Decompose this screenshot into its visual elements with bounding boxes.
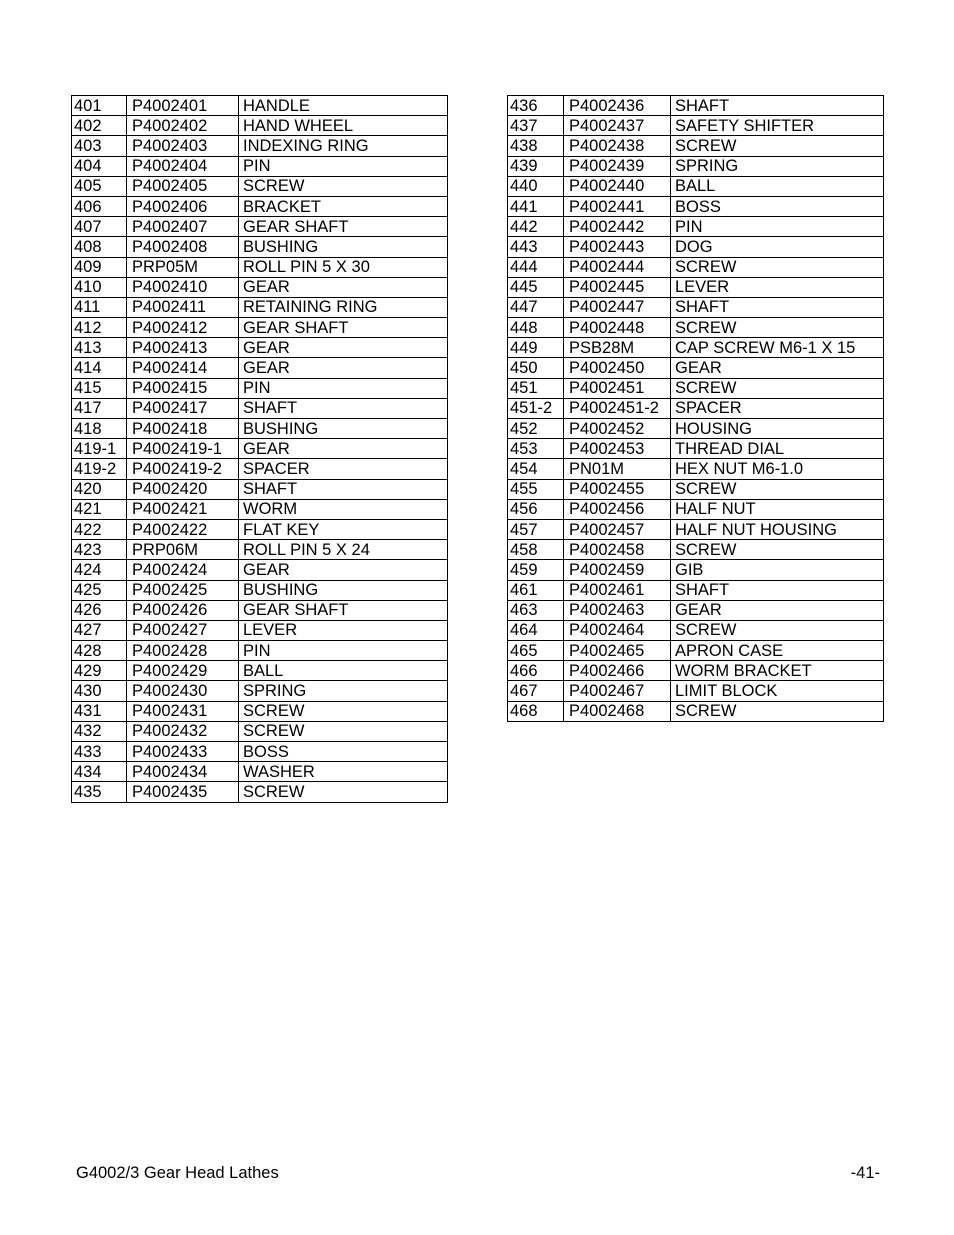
- ref-number-cell: 452: [508, 419, 564, 439]
- part-number-cell: P4002455: [564, 479, 671, 499]
- ref-number-cell: 445: [508, 277, 564, 297]
- description-cell: HALF NUT HOUSING: [671, 519, 884, 539]
- table-row: [508, 277, 884, 297]
- ref-number-cell: 405: [72, 176, 127, 196]
- ref-number-cell: 411: [72, 297, 127, 317]
- part-number-cell: PRP05M: [127, 257, 239, 277]
- table-row: [72, 96, 448, 116]
- part-number-cell: P4002413: [127, 338, 239, 358]
- part-number-cell: P4002431: [127, 701, 239, 721]
- table-row: [508, 378, 884, 398]
- description-cell: LEVER: [671, 277, 884, 297]
- ref-number-cell: 443: [508, 237, 564, 257]
- part-number-cell: P4002435: [127, 782, 239, 802]
- part-number-cell: P4002459: [564, 560, 671, 580]
- table-row: [72, 580, 448, 600]
- ref-number-cell: 451-2: [508, 398, 564, 418]
- description-cell: GEAR: [671, 600, 884, 620]
- part-number-cell: P4002406: [127, 196, 239, 216]
- description-cell: BOSS: [239, 742, 448, 762]
- description-cell: SCREW: [671, 620, 884, 640]
- table-row: [72, 398, 448, 418]
- part-number-cell: P4002427: [127, 620, 239, 640]
- table-row: [508, 398, 884, 418]
- table-row: [508, 96, 884, 116]
- part-number-cell: P4002442: [564, 217, 671, 237]
- table-row: [72, 620, 448, 640]
- table-row: [508, 156, 884, 176]
- part-number-cell: P4002463: [564, 600, 671, 620]
- description-cell: HANDLE: [239, 96, 448, 116]
- description-cell: SCREW: [671, 257, 884, 277]
- table-row: [72, 176, 448, 196]
- description-cell: BRACKET: [239, 196, 448, 216]
- table-row: [508, 641, 884, 661]
- part-number-cell: PN01M: [564, 459, 671, 479]
- ref-number-cell: 402: [72, 116, 127, 136]
- part-number-cell: P4002439: [564, 156, 671, 176]
- part-number-cell: P4002403: [127, 136, 239, 156]
- ref-number-cell: 430: [72, 681, 127, 701]
- table-row: [508, 257, 884, 277]
- table-row: [72, 701, 448, 721]
- description-cell: FLAT KEY: [239, 519, 448, 539]
- table-row: [508, 439, 884, 459]
- part-number-cell: P4002451-2: [564, 398, 671, 418]
- part-number-cell: P4002429: [127, 661, 239, 681]
- table-row: [508, 540, 884, 560]
- table-row: [72, 600, 448, 620]
- description-cell: PIN: [239, 156, 448, 176]
- ref-number-cell: 404: [72, 156, 127, 176]
- table-row: [508, 196, 884, 216]
- table-row: [508, 519, 884, 539]
- part-number-cell: P4002458: [564, 540, 671, 560]
- ref-number-cell: 437: [508, 116, 564, 136]
- description-cell: LIMIT BLOCK: [671, 681, 884, 701]
- part-number-cell: P4002465: [564, 641, 671, 661]
- ref-number-cell: 447: [508, 297, 564, 317]
- ref-number-cell: 432: [72, 721, 127, 741]
- ref-number-cell: 421: [72, 499, 127, 519]
- part-number-cell: P4002412: [127, 318, 239, 338]
- table-row: [508, 499, 884, 519]
- table-row: [72, 742, 448, 762]
- part-number-cell: P4002448: [564, 318, 671, 338]
- description-cell: SCREW: [671, 701, 884, 721]
- part-number-cell: P4002417: [127, 398, 239, 418]
- description-cell: GEAR: [239, 338, 448, 358]
- description-cell: PIN: [671, 217, 884, 237]
- table-row: [72, 338, 448, 358]
- ref-number-cell: 427: [72, 620, 127, 640]
- description-cell: GEAR: [239, 560, 448, 580]
- ref-number-cell: 468: [508, 701, 564, 721]
- ref-number-cell: 438: [508, 136, 564, 156]
- table-row: [508, 419, 884, 439]
- table-row: [72, 762, 448, 782]
- description-cell: SCREW: [671, 136, 884, 156]
- description-cell: GEAR: [239, 439, 448, 459]
- table-row: [72, 419, 448, 439]
- ref-number-cell: 459: [508, 560, 564, 580]
- description-cell: HAND WHEEL: [239, 116, 448, 136]
- part-number-cell: P4002450: [564, 358, 671, 378]
- description-cell: THREAD DIAL: [671, 439, 884, 459]
- table-row: [72, 459, 448, 479]
- description-cell: SHAFT: [671, 96, 884, 116]
- part-number-cell: P4002467: [564, 681, 671, 701]
- description-cell: BUSHING: [239, 580, 448, 600]
- description-cell: WORM: [239, 499, 448, 519]
- ref-number-cell: 463: [508, 600, 564, 620]
- table-row: [72, 196, 448, 216]
- description-cell: SPRING: [239, 681, 448, 701]
- ref-number-cell: 431: [72, 701, 127, 721]
- description-cell: HOUSING: [671, 419, 884, 439]
- description-cell: WASHER: [239, 762, 448, 782]
- description-cell: SPACER: [239, 459, 448, 479]
- part-number-cell: P4002425: [127, 580, 239, 600]
- description-cell: ROLL PIN 5 X 30: [239, 257, 448, 277]
- table-row: [72, 318, 448, 338]
- description-cell: GEAR: [239, 358, 448, 378]
- part-number-cell: P4002453: [564, 439, 671, 459]
- table-row: [72, 540, 448, 560]
- table-row: [508, 338, 884, 358]
- part-number-cell: P4002432: [127, 721, 239, 741]
- table-row: [508, 661, 884, 681]
- part-number-cell: P4002401: [127, 96, 239, 116]
- part-number-cell: P4002436: [564, 96, 671, 116]
- part-number-cell: P4002407: [127, 217, 239, 237]
- ref-number-cell: 412: [72, 318, 127, 338]
- table-row: [508, 580, 884, 600]
- ref-number-cell: 419-2: [72, 459, 127, 479]
- footer-document-title: G4002/3 Gear Head Lathes: [76, 1164, 279, 1182]
- table-row: [72, 378, 448, 398]
- table-row: [508, 237, 884, 257]
- table-row: [508, 681, 884, 701]
- table-row: [508, 297, 884, 317]
- table-row: [508, 358, 884, 378]
- table-row: [72, 257, 448, 277]
- table-row: [72, 358, 448, 378]
- ref-number-cell: 410: [72, 277, 127, 297]
- description-cell: SCREW: [671, 540, 884, 560]
- description-cell: BOSS: [671, 196, 884, 216]
- ref-number-cell: 422: [72, 519, 127, 539]
- part-number-cell: P4002405: [127, 176, 239, 196]
- part-number-cell: P4002468: [564, 701, 671, 721]
- ref-number-cell: 408: [72, 237, 127, 257]
- table-row: [508, 318, 884, 338]
- part-number-cell: P4002438: [564, 136, 671, 156]
- ref-number-cell: 458: [508, 540, 564, 560]
- part-number-cell: P4002408: [127, 237, 239, 257]
- part-number-cell: P4002430: [127, 681, 239, 701]
- table-row: [72, 721, 448, 741]
- description-cell: APRON CASE: [671, 641, 884, 661]
- ref-number-cell: 418: [72, 419, 127, 439]
- part-number-cell: P4002410: [127, 277, 239, 297]
- description-cell: RETAINING RING: [239, 297, 448, 317]
- table-row: [508, 560, 884, 580]
- ref-number-cell: 465: [508, 641, 564, 661]
- description-cell: SCREW: [239, 721, 448, 741]
- description-cell: SAFETY SHIFTER: [671, 116, 884, 136]
- table-row: [72, 499, 448, 519]
- part-number-cell: P4002418: [127, 419, 239, 439]
- ref-number-cell: 429: [72, 661, 127, 681]
- part-number-cell: P4002437: [564, 116, 671, 136]
- table-row: [72, 277, 448, 297]
- ref-number-cell: 433: [72, 742, 127, 762]
- part-number-cell: P4002440: [564, 176, 671, 196]
- description-cell: GEAR: [671, 358, 884, 378]
- table-row: [72, 681, 448, 701]
- ref-number-cell: 439: [508, 156, 564, 176]
- part-number-cell: P4002451: [564, 378, 671, 398]
- description-cell: PIN: [239, 378, 448, 398]
- part-number-cell: P4002402: [127, 116, 239, 136]
- ref-number-cell: 425: [72, 580, 127, 600]
- ref-number-cell: 413: [72, 338, 127, 358]
- description-cell: GEAR SHAFT: [239, 600, 448, 620]
- ref-number-cell: 417: [72, 398, 127, 418]
- ref-number-cell: 450: [508, 358, 564, 378]
- description-cell: HALF NUT: [671, 499, 884, 519]
- table-row: [72, 782, 448, 802]
- parts-table-right: [507, 95, 884, 722]
- description-cell: GEAR SHAFT: [239, 217, 448, 237]
- description-cell: CAP SCREW M6-1 X 15: [671, 338, 884, 358]
- part-number-cell: P4002419-1: [127, 439, 239, 459]
- ref-number-cell: 440: [508, 176, 564, 196]
- ref-number-cell: 419-1: [72, 439, 127, 459]
- parts-table-left: [71, 95, 448, 803]
- description-cell: WORM BRACKET: [671, 661, 884, 681]
- part-number-cell: PRP06M: [127, 540, 239, 560]
- table-row: [72, 297, 448, 317]
- part-number-cell: P4002447: [564, 297, 671, 317]
- ref-number-cell: 464: [508, 620, 564, 640]
- ref-number-cell: 435: [72, 782, 127, 802]
- ref-number-cell: 415: [72, 378, 127, 398]
- description-cell: SHAFT: [239, 479, 448, 499]
- description-cell: INDEXING RING: [239, 136, 448, 156]
- part-number-cell: P4002444: [564, 257, 671, 277]
- description-cell: GEAR: [239, 277, 448, 297]
- table-row: [72, 156, 448, 176]
- ref-number-cell: 420: [72, 479, 127, 499]
- description-cell: DOG: [671, 237, 884, 257]
- ref-number-cell: 409: [72, 257, 127, 277]
- description-cell: SCREW: [671, 318, 884, 338]
- table-row: [72, 519, 448, 539]
- table-row: [508, 701, 884, 721]
- ref-number-cell: 453: [508, 439, 564, 459]
- ref-number-cell: 426: [72, 600, 127, 620]
- part-number-cell: P4002420: [127, 479, 239, 499]
- ref-number-cell: 451: [508, 378, 564, 398]
- part-number-cell: P4002464: [564, 620, 671, 640]
- ref-number-cell: 441: [508, 196, 564, 216]
- part-number-cell: P4002456: [564, 499, 671, 519]
- description-cell: SCREW: [671, 479, 884, 499]
- ref-number-cell: 401: [72, 96, 127, 116]
- part-number-cell: P4002414: [127, 358, 239, 378]
- part-number-cell: P4002411: [127, 297, 239, 317]
- ref-number-cell: 442: [508, 217, 564, 237]
- description-cell: SHAFT: [671, 580, 884, 600]
- description-cell: SCREW: [239, 701, 448, 721]
- ref-number-cell: 403: [72, 136, 127, 156]
- description-cell: ROLL PIN 5 X 24: [239, 540, 448, 560]
- table-row: [72, 479, 448, 499]
- part-number-cell: P4002419-2: [127, 459, 239, 479]
- footer-page-number: -41-: [850, 1164, 880, 1182]
- part-number-cell: P4002415: [127, 378, 239, 398]
- table-row: [72, 439, 448, 459]
- ref-number-cell: 406: [72, 196, 127, 216]
- ref-number-cell: 456: [508, 499, 564, 519]
- part-number-cell: P4002422: [127, 519, 239, 539]
- ref-number-cell: 428: [72, 641, 127, 661]
- part-number-cell: P4002424: [127, 560, 239, 580]
- description-cell: SHAFT: [671, 297, 884, 317]
- table-row: [508, 217, 884, 237]
- description-cell: GEAR SHAFT: [239, 318, 448, 338]
- part-number-cell: P4002443: [564, 237, 671, 257]
- description-cell: BUSHING: [239, 237, 448, 257]
- ref-number-cell: 457: [508, 519, 564, 539]
- part-number-cell: P4002457: [564, 519, 671, 539]
- table-row: [508, 116, 884, 136]
- table-row: [72, 217, 448, 237]
- ref-number-cell: 461: [508, 580, 564, 600]
- part-number-cell: P4002433: [127, 742, 239, 762]
- ref-number-cell: 448: [508, 318, 564, 338]
- ref-number-cell: 424: [72, 560, 127, 580]
- ref-number-cell: 436: [508, 96, 564, 116]
- description-cell: SCREW: [671, 378, 884, 398]
- part-number-cell: P4002466: [564, 661, 671, 681]
- description-cell: GIB: [671, 560, 884, 580]
- part-number-cell: P4002404: [127, 156, 239, 176]
- table-row: [72, 136, 448, 156]
- part-number-cell: P4002428: [127, 641, 239, 661]
- description-cell: PIN: [239, 641, 448, 661]
- description-cell: BALL: [239, 661, 448, 681]
- ref-number-cell: 444: [508, 257, 564, 277]
- description-cell: LEVER: [239, 620, 448, 640]
- part-number-cell: P4002421: [127, 499, 239, 519]
- table-row: [508, 620, 884, 640]
- table-row: [508, 136, 884, 156]
- ref-number-cell: 454: [508, 459, 564, 479]
- description-cell: SCREW: [239, 176, 448, 196]
- table-row: [508, 600, 884, 620]
- part-number-cell: PSB28M: [564, 338, 671, 358]
- table-row: [508, 479, 884, 499]
- ref-number-cell: 434: [72, 762, 127, 782]
- ref-number-cell: 407: [72, 217, 127, 237]
- description-cell: BUSHING: [239, 419, 448, 439]
- description-cell: BALL: [671, 176, 884, 196]
- ref-number-cell: 449: [508, 338, 564, 358]
- ref-number-cell: 423: [72, 540, 127, 560]
- description-cell: HEX NUT M6-1.0: [671, 459, 884, 479]
- part-number-cell: P4002426: [127, 600, 239, 620]
- table-row: [72, 560, 448, 580]
- description-cell: SHAFT: [239, 398, 448, 418]
- ref-number-cell: 467: [508, 681, 564, 701]
- table-row: [72, 641, 448, 661]
- part-number-cell: P4002441: [564, 196, 671, 216]
- description-cell: SPACER: [671, 398, 884, 418]
- table-row: [508, 459, 884, 479]
- part-number-cell: P4002461: [564, 580, 671, 600]
- ref-number-cell: 455: [508, 479, 564, 499]
- part-number-cell: P4002434: [127, 762, 239, 782]
- table-row: [72, 237, 448, 257]
- table-row: [72, 661, 448, 681]
- part-number-cell: P4002452: [564, 419, 671, 439]
- part-number-cell: P4002445: [564, 277, 671, 297]
- table-row: [72, 116, 448, 136]
- ref-number-cell: 414: [72, 358, 127, 378]
- table-row: [508, 176, 884, 196]
- ref-number-cell: 466: [508, 661, 564, 681]
- description-cell: SCREW: [239, 782, 448, 802]
- description-cell: SPRING: [671, 156, 884, 176]
